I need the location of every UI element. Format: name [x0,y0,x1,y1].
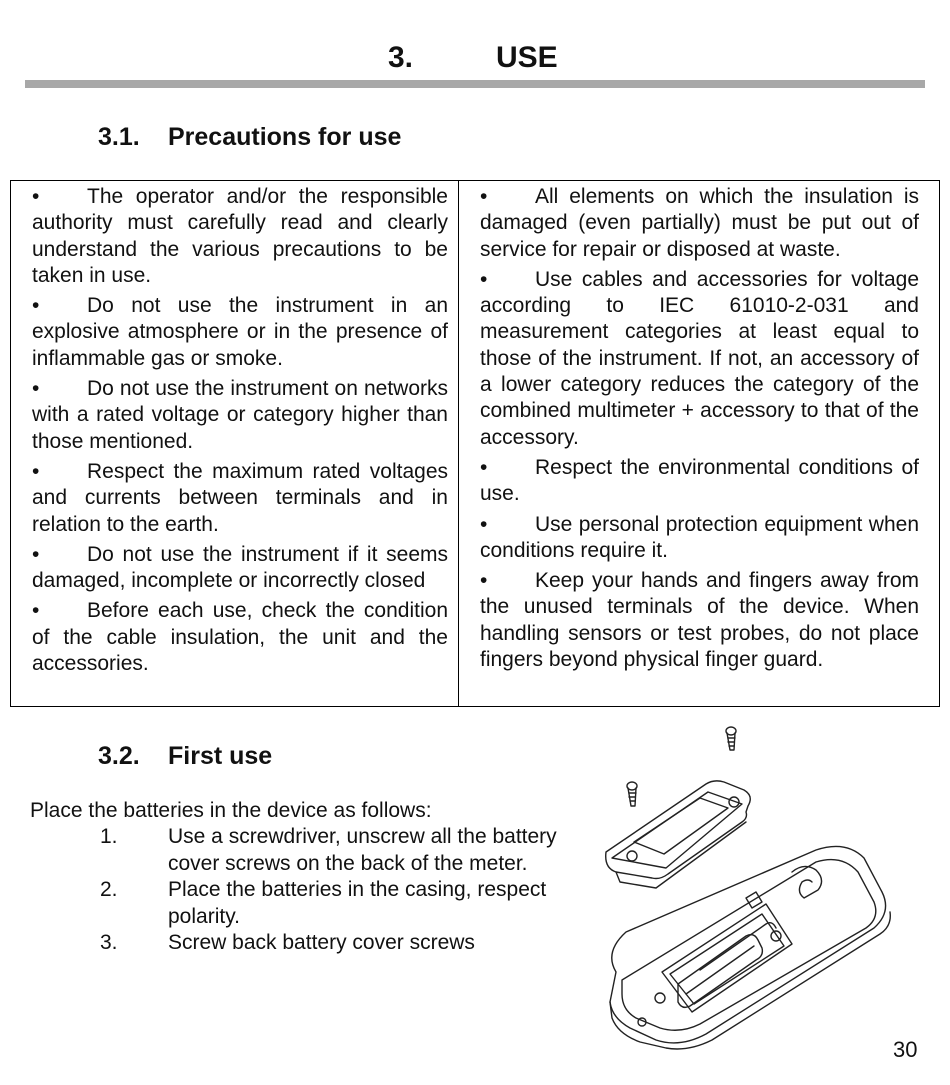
section-heading-first-use [98,739,272,773]
bullet-icon: • [32,542,40,566]
bullet-icon: • [480,512,488,536]
chapter-title [0,38,950,78]
precaution-item: • Use personal protection equipment when conditions require it. [480,512,919,562]
bullet-icon: • [480,185,488,208]
section-number: 3.2. [98,742,140,770]
section-heading-precautions [98,120,401,154]
first-use-intro: Place the batteries in the device as follows: [30,799,432,822]
step-item [30,930,590,957]
step-item [30,824,590,877]
bullet-icon: • [32,377,40,401]
precaution-item: • All elements on which the insulation is damaged (even partially) must be put out of service for repair or disposed at waste. [480,185,919,261]
step-number: 1. [100,825,118,848]
step-number: 2. [100,878,118,901]
bullet-icon: • [32,185,40,208]
section-number: 3.1. [98,123,140,151]
step-text: Place the batteries in the casing, respect polarity. [168,878,547,928]
precaution-item: • Before each use, check the condition of the cable insulation, the unit and the accessories. [32,599,448,676]
bullet-icon: • [480,455,488,479]
precaution-item: • Do not use the instrument on networks with a rated voltage or category higher than those mentioned. [32,377,448,453]
precaution-item: • Respect the maximum rated voltages and currents between terminals and in relation to the earth. [32,459,448,536]
step-item [30,877,590,930]
precautions-table [10,180,940,707]
precautions-left-column [11,181,459,706]
precaution-item: • Do not use the instrument in an explosive atmosphere or in the presence of inflammable gas or smoke. [32,294,448,370]
bullet-icon: • [480,569,488,593]
precautions-right-column [459,181,938,706]
battery-installation-illustration [596,722,896,1052]
chapter-name: USE [496,41,558,74]
page-number: 30 [893,1037,918,1062]
battery-steps-list [30,824,590,957]
bullet-icon: • [32,459,40,483]
section-title: First use [168,742,273,770]
bullet-icon: • [480,267,488,291]
step-text: Screw back battery cover screws [168,931,475,954]
step-number: 3. [100,931,118,954]
precaution-item: • Use cables and accessories for voltage according to IEC 61010-2-031 and measurement categories at least equal to those of the instrument. If not, an accessory of a lower category reduces the category of the combined multimeter + accessory to that of the accessory. [480,267,919,449]
title-rule [25,80,925,88]
precaution-item: • Keep your hands and fingers away from the unused terminals of the device. When handling sensors or test probes, do not place fingers beyond physical finger guard. [480,569,919,672]
section-title: Precautions for use [168,123,402,151]
chapter-number: 3. [388,41,414,74]
precaution-item: • Do not use the instrument if it seems damaged, incomplete or incorrectly closed [32,542,448,593]
bullet-icon: • [32,294,40,318]
battery-cover [606,781,751,888]
precaution-item: • Respect the environmental conditions of use. [480,455,919,506]
precaution-item: • The operator and/or the responsible authority must carefully read and clearly understand the various precautions to be taken in use. [32,185,448,287]
screw-icon [627,782,637,806]
screw-icon [726,727,736,750]
bullet-icon: • [32,599,40,623]
step-text: Use a screwdriver, unscrew all the battery cover screws on the back of the meter. [168,825,557,875]
